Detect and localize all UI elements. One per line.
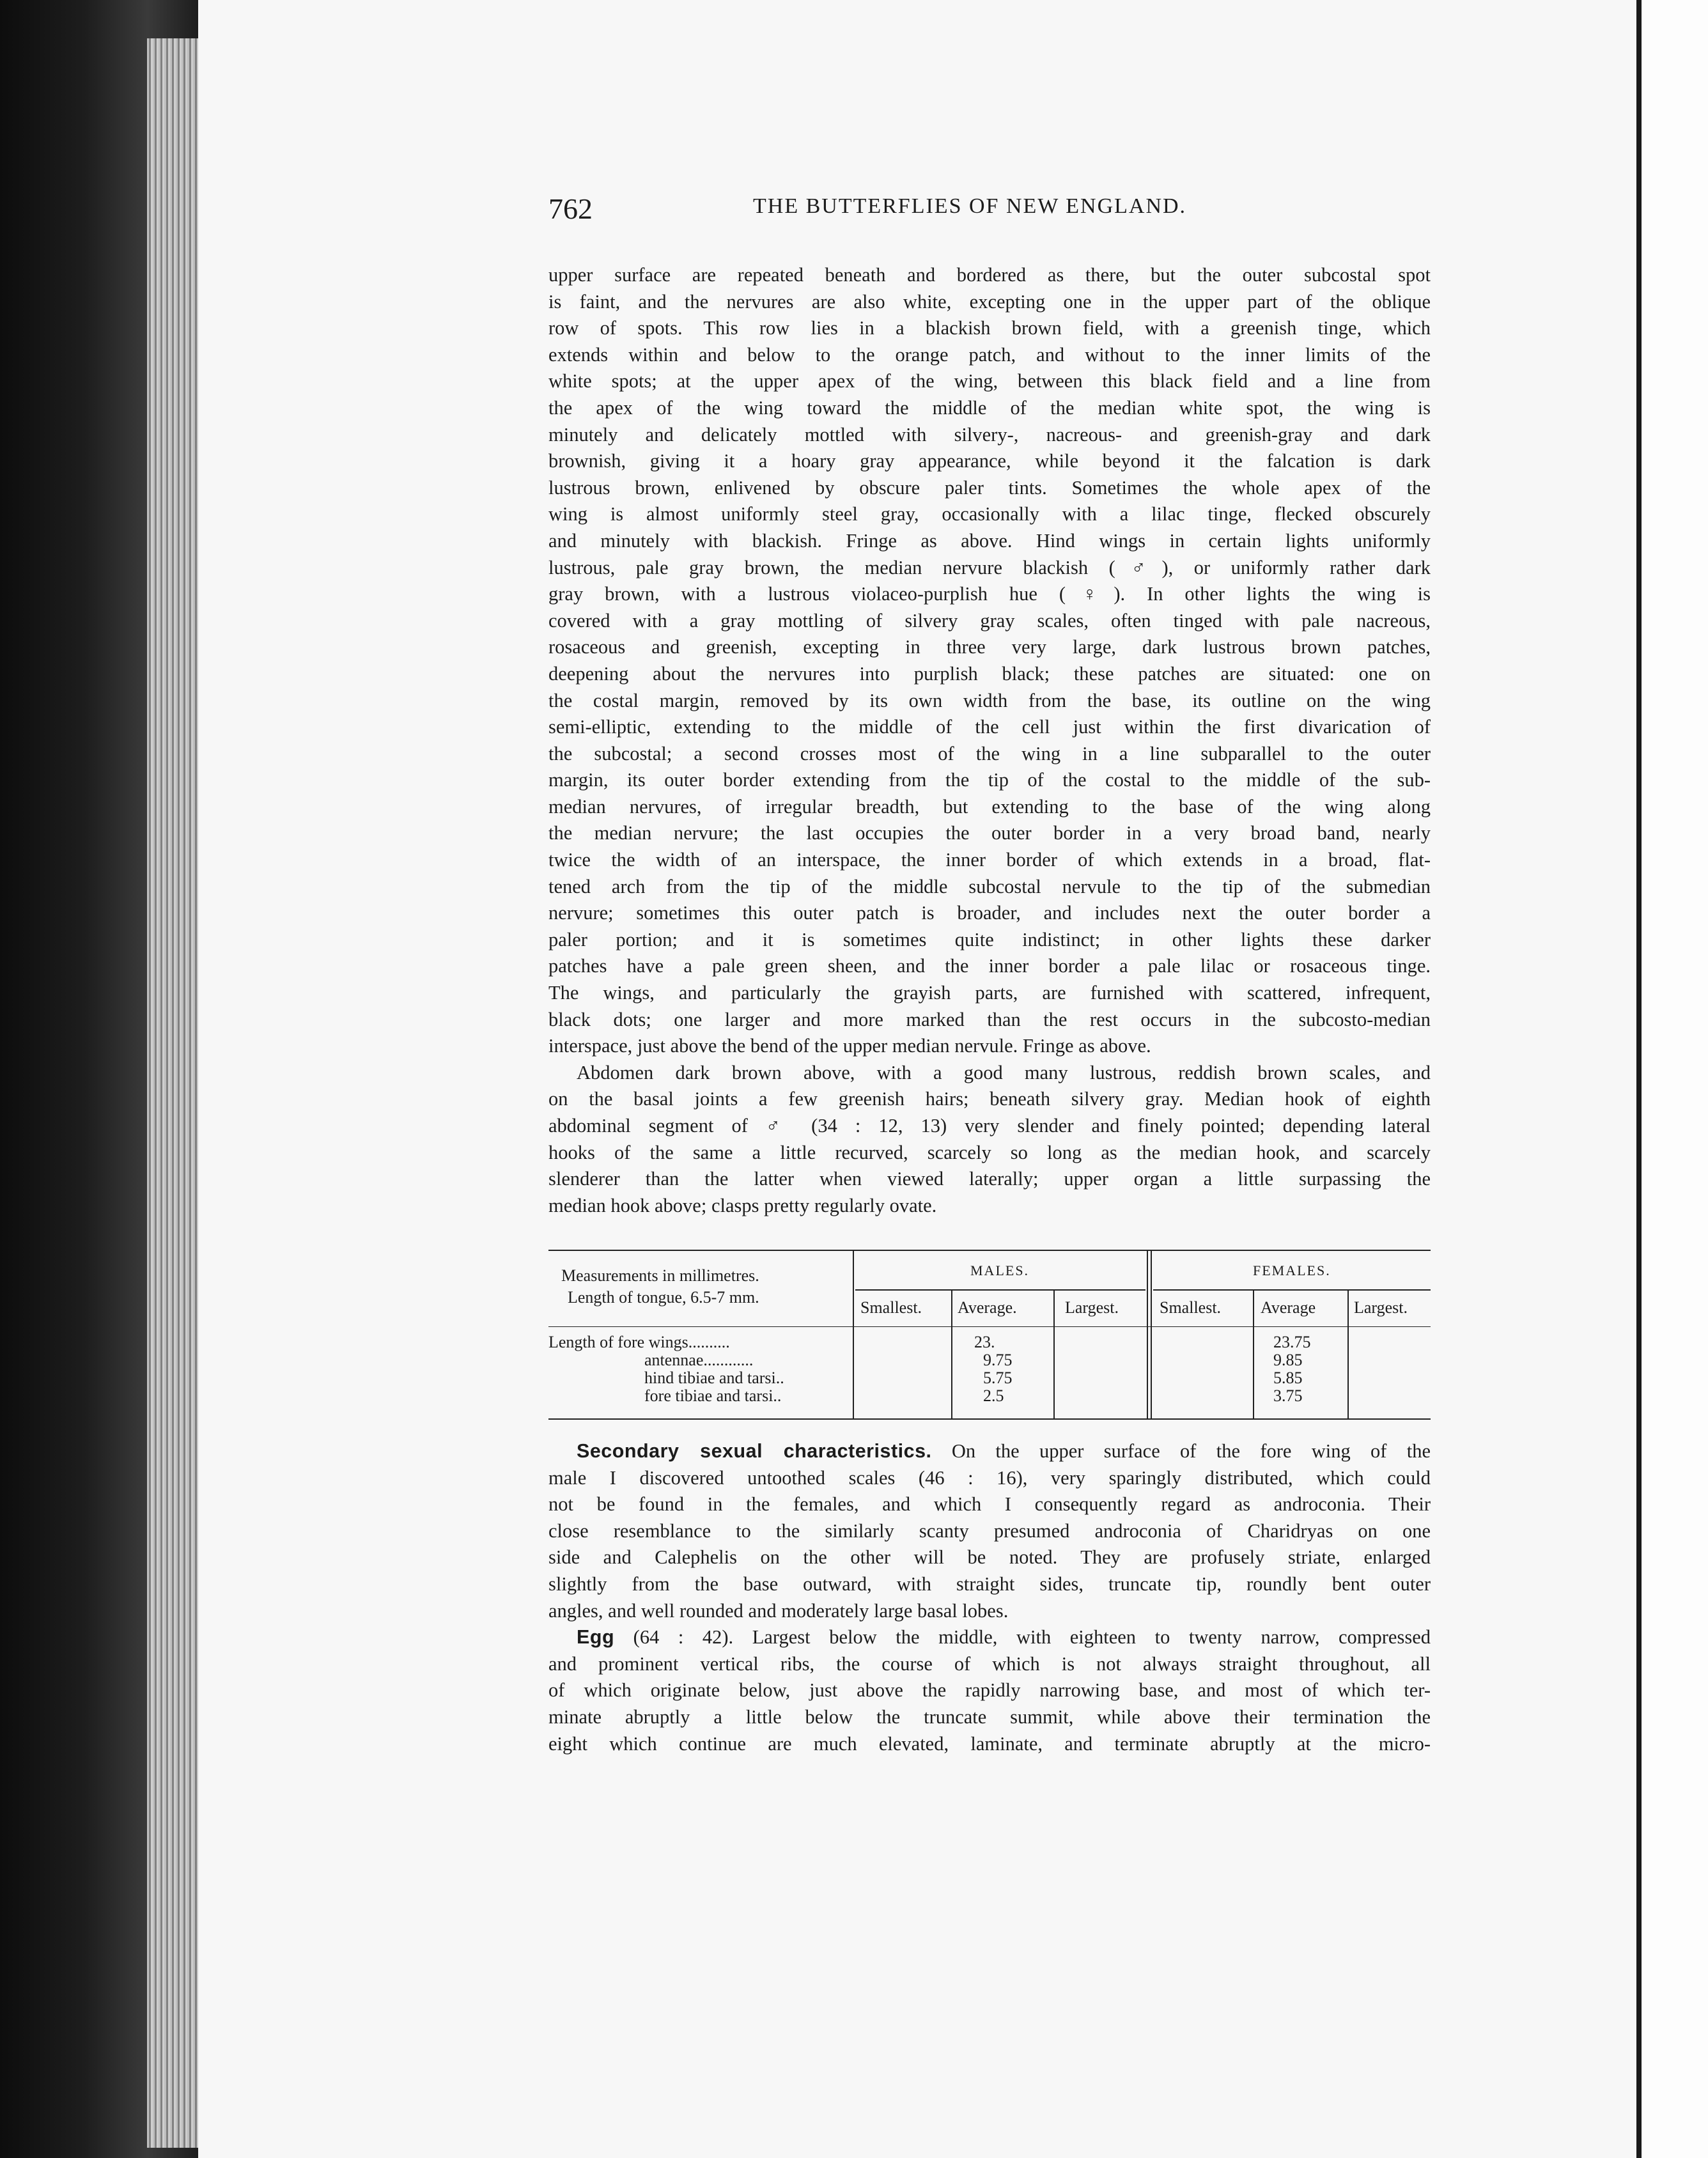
text-line: eight which continue are much elevated, laminate, and terminate abruptly at the micro- bbox=[548, 1732, 1431, 1755]
text-line: twice the width of an interspace, the inner border of which extends in a broad, flat- bbox=[548, 849, 1431, 871]
text-line: the median nervure; the last occupies the outer border in a very broad band, nearly bbox=[548, 822, 1431, 844]
body-text bbox=[548, 262, 1431, 1219]
body-text-continued bbox=[548, 1438, 1431, 1757]
text-line: Secondary sexual characteristics. On the upper surface of the fore wing of the bbox=[577, 1440, 1431, 1462]
col-divider bbox=[1253, 1291, 1254, 1418]
section-heading: Secondary sexual characteristics. bbox=[577, 1440, 932, 1462]
text-line: rosaceous and greenish, excepting in three very large, dark lustrous brown patches, bbox=[548, 636, 1431, 658]
text-line: minutely and delicately mottled with silvery-, nacreous- and greenish-gray and dark bbox=[548, 423, 1431, 446]
paragraph-2 bbox=[548, 1060, 1431, 1220]
page-number: 762 bbox=[548, 192, 593, 225]
col-divider bbox=[951, 1291, 952, 1418]
text-line: interspace, just above the bend of the upper median nervule. Fringe as above. bbox=[548, 1035, 1151, 1057]
col-divider bbox=[1053, 1291, 1055, 1418]
text-line: the costal margin, removed by its own width from the base, its outline on the wing bbox=[548, 689, 1431, 711]
text-line: male I discovered untoothed scales (46 : 16), very sparingly distributed, which could bbox=[548, 1466, 1431, 1489]
col-average-m: Average. bbox=[958, 1298, 1017, 1317]
males-rule bbox=[855, 1289, 1145, 1291]
col-smallest-m: Smallest. bbox=[860, 1298, 922, 1317]
text-line: and minutely with blackish. Fringe as above. Hind wings in certain lights uniformly bbox=[548, 529, 1431, 552]
paragraph-4 bbox=[548, 1651, 1431, 1757]
table-cell-female-average: 9.85 bbox=[1273, 1351, 1303, 1369]
text-line: hooks of the same a little recurved, scarcely so long as the median hook, and scarcely bbox=[548, 1141, 1431, 1163]
text-line: close resemblance to the similarly scanty presumed androconia of Charidryas on one bbox=[548, 1519, 1431, 1542]
col-largest-f: Largest. bbox=[1354, 1298, 1408, 1317]
col-average-f: Average bbox=[1261, 1298, 1316, 1317]
header-rule bbox=[548, 1326, 1431, 1327]
table-cell-male-average: 9.75 bbox=[983, 1351, 1013, 1369]
text-line: Egg (64 : 42). Largest below the middle, with eighteen to twenty narrow, compressed bbox=[577, 1626, 1431, 1649]
col-divider bbox=[1347, 1291, 1349, 1418]
table-row-label: antennae............ bbox=[644, 1351, 754, 1369]
females-rule bbox=[1153, 1289, 1431, 1291]
table-row-label: hind tibiae and tarsi.. bbox=[644, 1369, 784, 1387]
table-top-rule bbox=[548, 1250, 1431, 1251]
paragraph-3 bbox=[548, 1465, 1431, 1625]
text-line: of which originate below, just above the rapidly narrowing base, and most of which ter- bbox=[548, 1679, 1431, 1702]
table-cell-female-average: 23.75 bbox=[1273, 1333, 1311, 1351]
table-caption-1: Measurements in millimetres. bbox=[561, 1266, 759, 1285]
females-header: FEMALES. bbox=[1253, 1262, 1331, 1278]
table-divider bbox=[853, 1250, 854, 1418]
text-line: gray brown, with a lustrous violaceo-purplish hue (♀). In other lights the wing is bbox=[548, 583, 1431, 605]
text-line: nervure; sometimes this outer patch is broader, and includes next the outer border a bbox=[548, 902, 1431, 924]
table-divider bbox=[1151, 1250, 1152, 1418]
text-line: The wings, and particularly the grayish parts, are furnished with scattered, infrequent, bbox=[548, 982, 1431, 1004]
text-line: row of spots. This row lies in a blackish brown field, with a greenish tinge, which bbox=[548, 317, 1431, 339]
running-head: THE BUTTERFLIES OF NEW ENGLAND. bbox=[753, 194, 1187, 218]
text-line: and prominent vertical ribs, the course of which is not always straight throughout, all bbox=[548, 1652, 1431, 1675]
col-largest-m: Largest. bbox=[1065, 1298, 1119, 1317]
text-line: covered with a gray mottling of silvery gray scales, often tinged with pale nacreous, bbox=[548, 609, 1431, 632]
table-row-label: Length of fore wings.......... bbox=[548, 1333, 730, 1351]
text-line: is faint, and the nervures are also white, excepting one in the upper part of the oblique bbox=[548, 290, 1431, 313]
text-line: on the basal joints a few greenish hairs; beneath silvery gray. Median hook of eighth bbox=[548, 1088, 1431, 1110]
text-line: tened arch from the tip of the middle subcostal nervule to the tip of the submedian bbox=[548, 875, 1431, 897]
text-line: paler portion; and it is sometimes quite indistinct; in other lights these darker bbox=[548, 928, 1431, 951]
table-row-label: fore tibiae and tarsi.. bbox=[644, 1386, 782, 1405]
text-line: angles, and well rounded and moderately large basal lobes. bbox=[548, 1599, 1009, 1622]
text-line: white spots; at the upper apex of the wing, between this black field and a line from bbox=[548, 370, 1431, 392]
text-line: median hook above; clasps pretty regularly ovate. bbox=[548, 1194, 937, 1216]
text-line: patches have a pale green sheen, and the inner border a pale lilac or rosaceous tinge. bbox=[548, 955, 1431, 977]
text-line: minate abruptly a little below the truncate summit, while above their termination the bbox=[548, 1705, 1431, 1728]
table-caption-2: Length of tongue, 6.5-7 mm. bbox=[568, 1288, 759, 1307]
text-line: semi-elliptic, extending to the middle of the cell just within the first divarication of bbox=[548, 716, 1431, 738]
text-line: abdominal segment of ♂ (34 : 12, 13) very slender and finely pointed; depending lateral bbox=[548, 1115, 1431, 1137]
text-line: wing is almost uniformly steel gray, occasionally with a lilac tinge, flecked obscurely bbox=[548, 503, 1431, 525]
text-line: black dots; one larger and more marked than the rest occurs in the subcosto-median bbox=[548, 1008, 1431, 1030]
text-line: the apex of the wing toward the middle of the median white spot, the wing is bbox=[548, 396, 1431, 419]
section-heading: Egg bbox=[577, 1626, 615, 1649]
table-cell-male-average: 5.75 bbox=[983, 1369, 1013, 1387]
table-cell-male-average: 23. bbox=[974, 1333, 995, 1351]
table-cell-male-average: 2.5 bbox=[983, 1386, 1004, 1405]
measurements-table bbox=[548, 1250, 1431, 1427]
paragraph-1 bbox=[548, 262, 1431, 1060]
text-line: side and Calephelis on the other will be noted. They are profusely striate, enlarged bbox=[548, 1546, 1431, 1569]
text-line: slenderer than the latter when viewed laterally; upper organ a little surpassing the bbox=[548, 1168, 1431, 1190]
males-header: MALES. bbox=[970, 1262, 1030, 1278]
table-divider bbox=[1147, 1250, 1148, 1418]
text-line: not be found in the females, and which I consequently regard as androconia. Their bbox=[548, 1493, 1431, 1516]
page-header bbox=[548, 192, 1431, 230]
col-smallest-f: Smallest. bbox=[1160, 1298, 1222, 1317]
table-cell-female-average: 5.85 bbox=[1273, 1369, 1303, 1387]
text-line: extends within and below to the orange patch, and without to the inner limits of the bbox=[548, 343, 1431, 366]
table-bottom-rule bbox=[548, 1418, 1431, 1420]
text-line: upper surface are repeated beneath and bordered as there, but the outer subcostal spot bbox=[548, 264, 1431, 286]
table-cell-female-average: 3.75 bbox=[1273, 1386, 1303, 1405]
text-line: median nervures, of irregular breadth, but extending to the base of the wing along bbox=[548, 795, 1431, 818]
text-line: deepening about the nervures into purplish black; these patches are situated: one on bbox=[548, 662, 1431, 685]
facing-page-edge bbox=[1642, 0, 1708, 2158]
text-line: slightly from the base outward, with straight sides, truncate tip, roundly bent outer bbox=[548, 1572, 1431, 1595]
text-line: the subcostal; a second crosses most of the wing in a line subparallel to the outer bbox=[548, 742, 1431, 765]
text-line: lustrous, pale gray brown, the median nervure blackish (♂), or uniformly rather dark bbox=[548, 556, 1431, 578]
text-line: lustrous brown, enlivened by obscure paler tints. Sometimes the whole apex of the bbox=[548, 476, 1431, 499]
text-line: Abdomen dark brown above, with a good many lustrous, reddish brown scales, and bbox=[577, 1061, 1431, 1083]
page-gutter-shadow bbox=[1636, 0, 1642, 2158]
text-line: margin, its outer border extending from the tip of the costal to the middle of the sub- bbox=[548, 769, 1431, 791]
text-line: brownish, giving it a hoary gray appearance, while beyond it the falcation is dark bbox=[548, 450, 1431, 472]
